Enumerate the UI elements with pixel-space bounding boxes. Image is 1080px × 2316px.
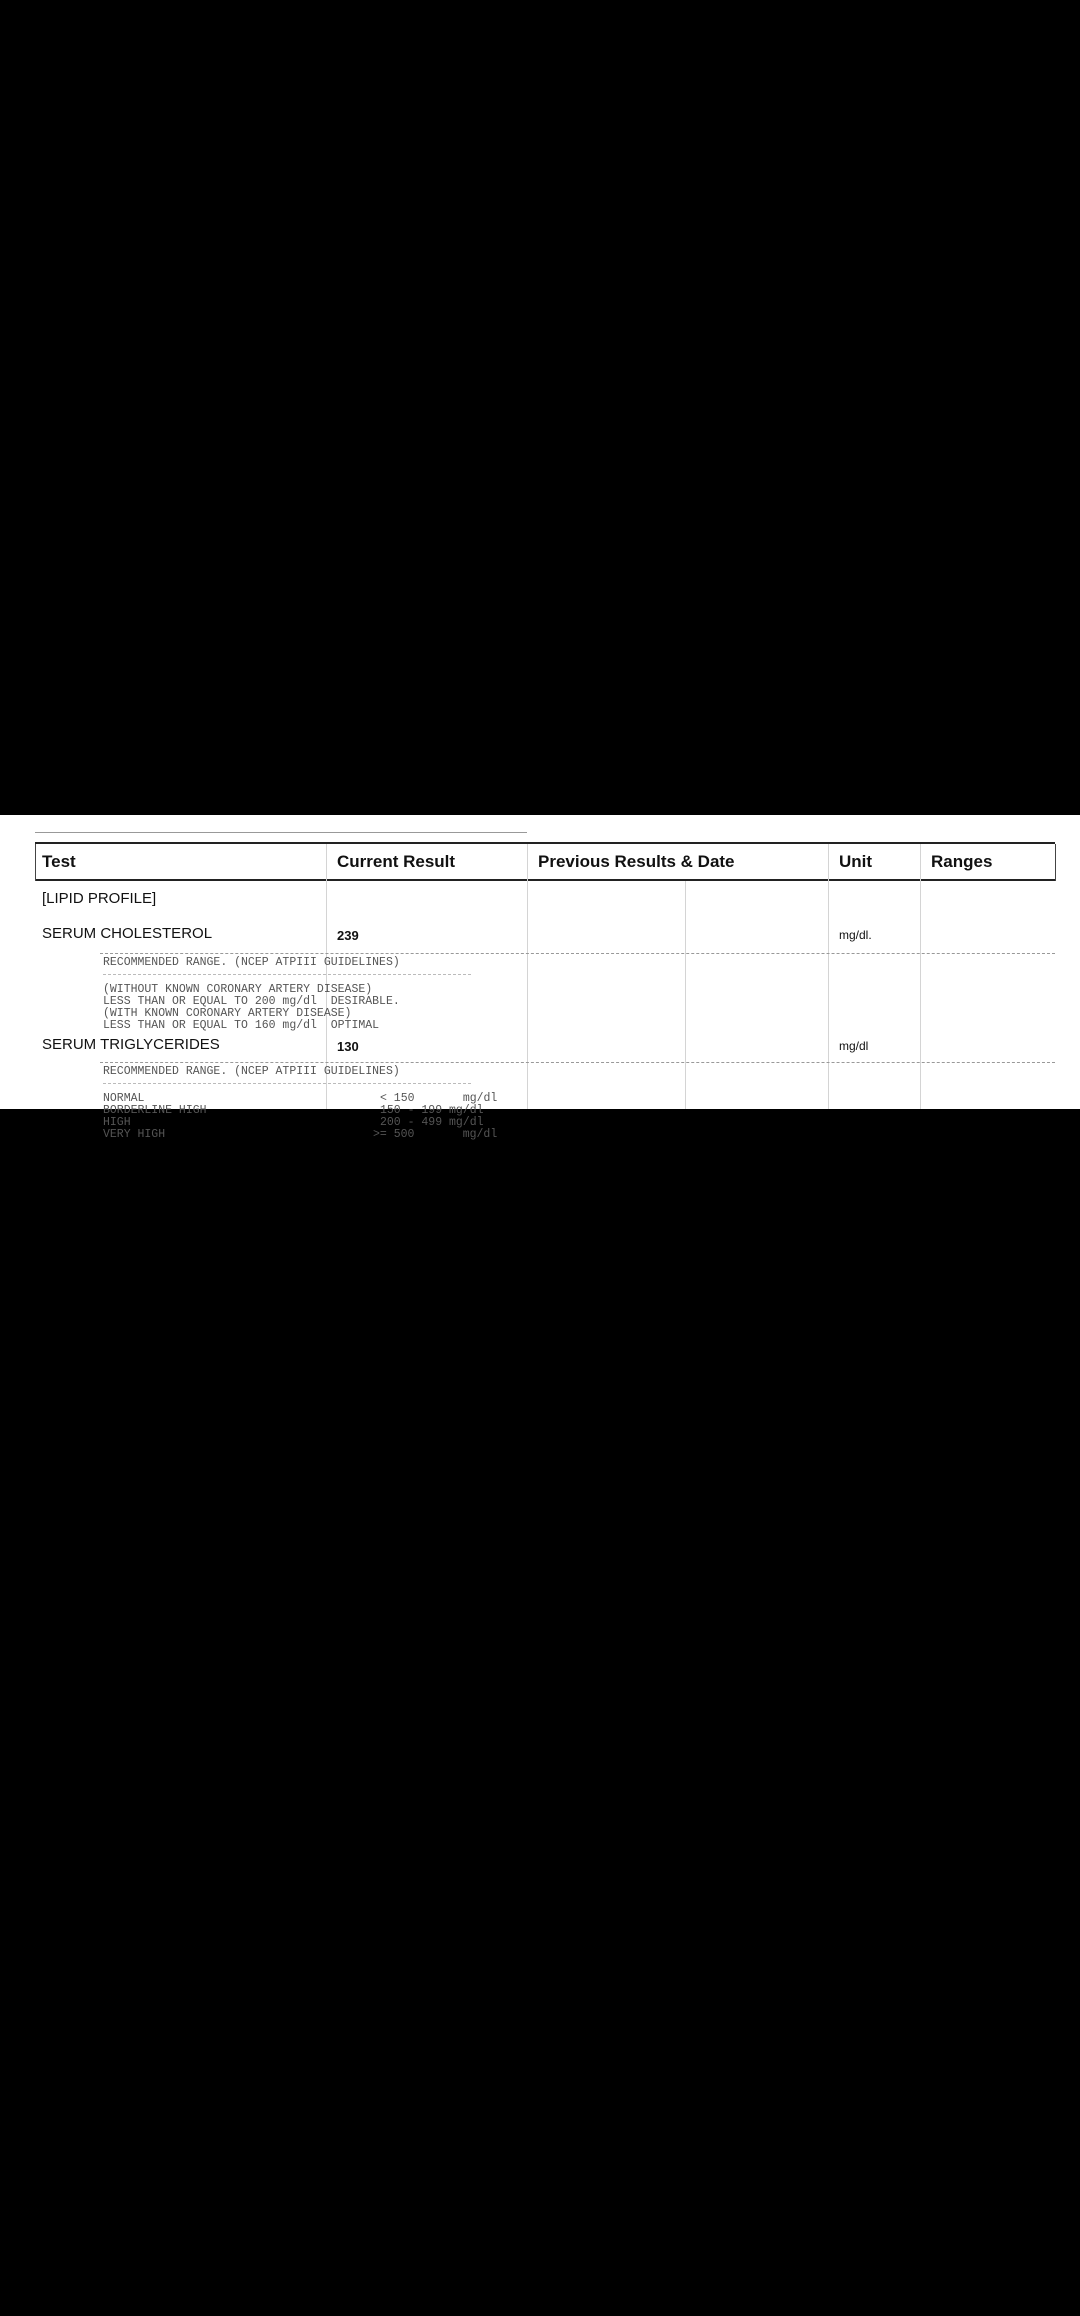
range-value: >= 500 mg/dl bbox=[373, 1128, 498, 1141]
test-result: 130 bbox=[337, 1039, 359, 1054]
lab-report-page bbox=[0, 815, 1080, 1141]
note-line: RECOMMENDED RANGE. (NCEP ATPIII GUIDELINES) bbox=[103, 956, 400, 969]
test-result: 239 bbox=[337, 928, 359, 943]
section-lipid-profile: [LIPID PROFILE] bbox=[42, 890, 157, 907]
col-header-ranges: Ranges bbox=[931, 852, 993, 871]
col-header-test: Test bbox=[42, 852, 76, 871]
row-divider bbox=[100, 1062, 1055, 1063]
test-unit: mg/dl bbox=[839, 1039, 869, 1053]
note-line: VERY HIGH bbox=[103, 1128, 166, 1141]
note-line: (WITH KNOWN CORONARY ARTERY DISEASE) bbox=[103, 1007, 352, 1020]
top-box-edge bbox=[35, 832, 527, 833]
note-line: LESS THAN OR EQUAL TO 200 mg/dl DESIRABLE. bbox=[103, 995, 400, 1008]
col-header-current-result: Current Result bbox=[337, 852, 456, 871]
col-sep-5 bbox=[920, 844, 921, 1109]
table-right-edge bbox=[1055, 844, 1056, 881]
range-value: < 150 mg/dl bbox=[380, 1092, 498, 1105]
note-line: RECOMMENDED RANGE. (NCEP ATPIII GUIDELINES) bbox=[103, 1065, 400, 1078]
table-left-edge bbox=[35, 844, 36, 881]
header-bottom-rule bbox=[35, 879, 1055, 881]
col-sep-4 bbox=[828, 844, 829, 1109]
note-line: (WITHOUT KNOWN CORONARY ARTERY DISEASE) bbox=[103, 983, 373, 996]
range-value: 200 - 499 mg/dl bbox=[380, 1116, 484, 1129]
test-name: SERUM CHOLESTEROL bbox=[42, 925, 213, 942]
col-header-previous-results: Previous Results & Date bbox=[538, 852, 735, 871]
note-line: BORDERLINE HIGH bbox=[103, 1104, 207, 1117]
header-top-rule bbox=[35, 842, 1055, 844]
note-divider bbox=[103, 1083, 471, 1084]
note-line: NORMAL bbox=[103, 1092, 145, 1105]
range-value: 150 - 199 mg/dl bbox=[380, 1104, 484, 1117]
col-sep-2 bbox=[527, 844, 528, 1109]
col-header-unit: Unit bbox=[839, 852, 873, 871]
note-divider bbox=[103, 974, 471, 975]
row-divider bbox=[100, 953, 1055, 954]
note-line: HIGH bbox=[103, 1116, 131, 1129]
col-sep-3 bbox=[685, 881, 686, 1109]
note-line: LESS THAN OR EQUAL TO 160 mg/dl OPTIMAL bbox=[103, 1019, 380, 1032]
test-unit: mg/dl. bbox=[839, 928, 872, 942]
test-name: SERUM TRIGLYCERIDES bbox=[42, 1036, 220, 1053]
